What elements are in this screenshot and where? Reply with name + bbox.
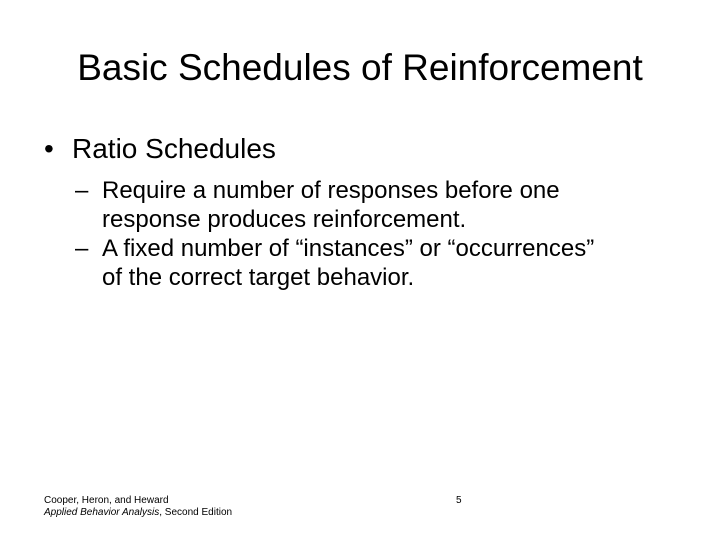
sub-bullet-list [75, 176, 715, 292]
bullet-marker: • [44, 133, 54, 164]
sub-bullet-line: of the correct target behavior. [102, 264, 415, 291]
sub-bullet-line: A fixed number of “instances” or “occurrences” [102, 235, 595, 262]
footer-citation [44, 495, 232, 519]
footer-book-line [44, 507, 232, 519]
bullet-ratio-schedules [44, 132, 276, 166]
sub-bullet-dash: – [75, 235, 89, 262]
slide-title: Basic Schedules of Reinforcement [77, 47, 643, 88]
sub-bullet-line: Require a number of responses before one [102, 177, 560, 204]
footer-book-title: Applied Behavior Analysis [44, 507, 160, 518]
sub-bullet-require-responses [75, 176, 715, 234]
footer-edition: , Second Edition [159, 507, 233, 518]
bullet-text: Ratio Schedules [72, 133, 276, 164]
footer-authors: Cooper, Heron, and Heward [44, 495, 169, 506]
sub-bullet-fixed-number [75, 234, 715, 292]
sub-bullet-dash: – [75, 177, 89, 204]
sub-bullet-line: response produces reinforcement. [102, 206, 467, 233]
page-number: 5 [456, 495, 462, 506]
